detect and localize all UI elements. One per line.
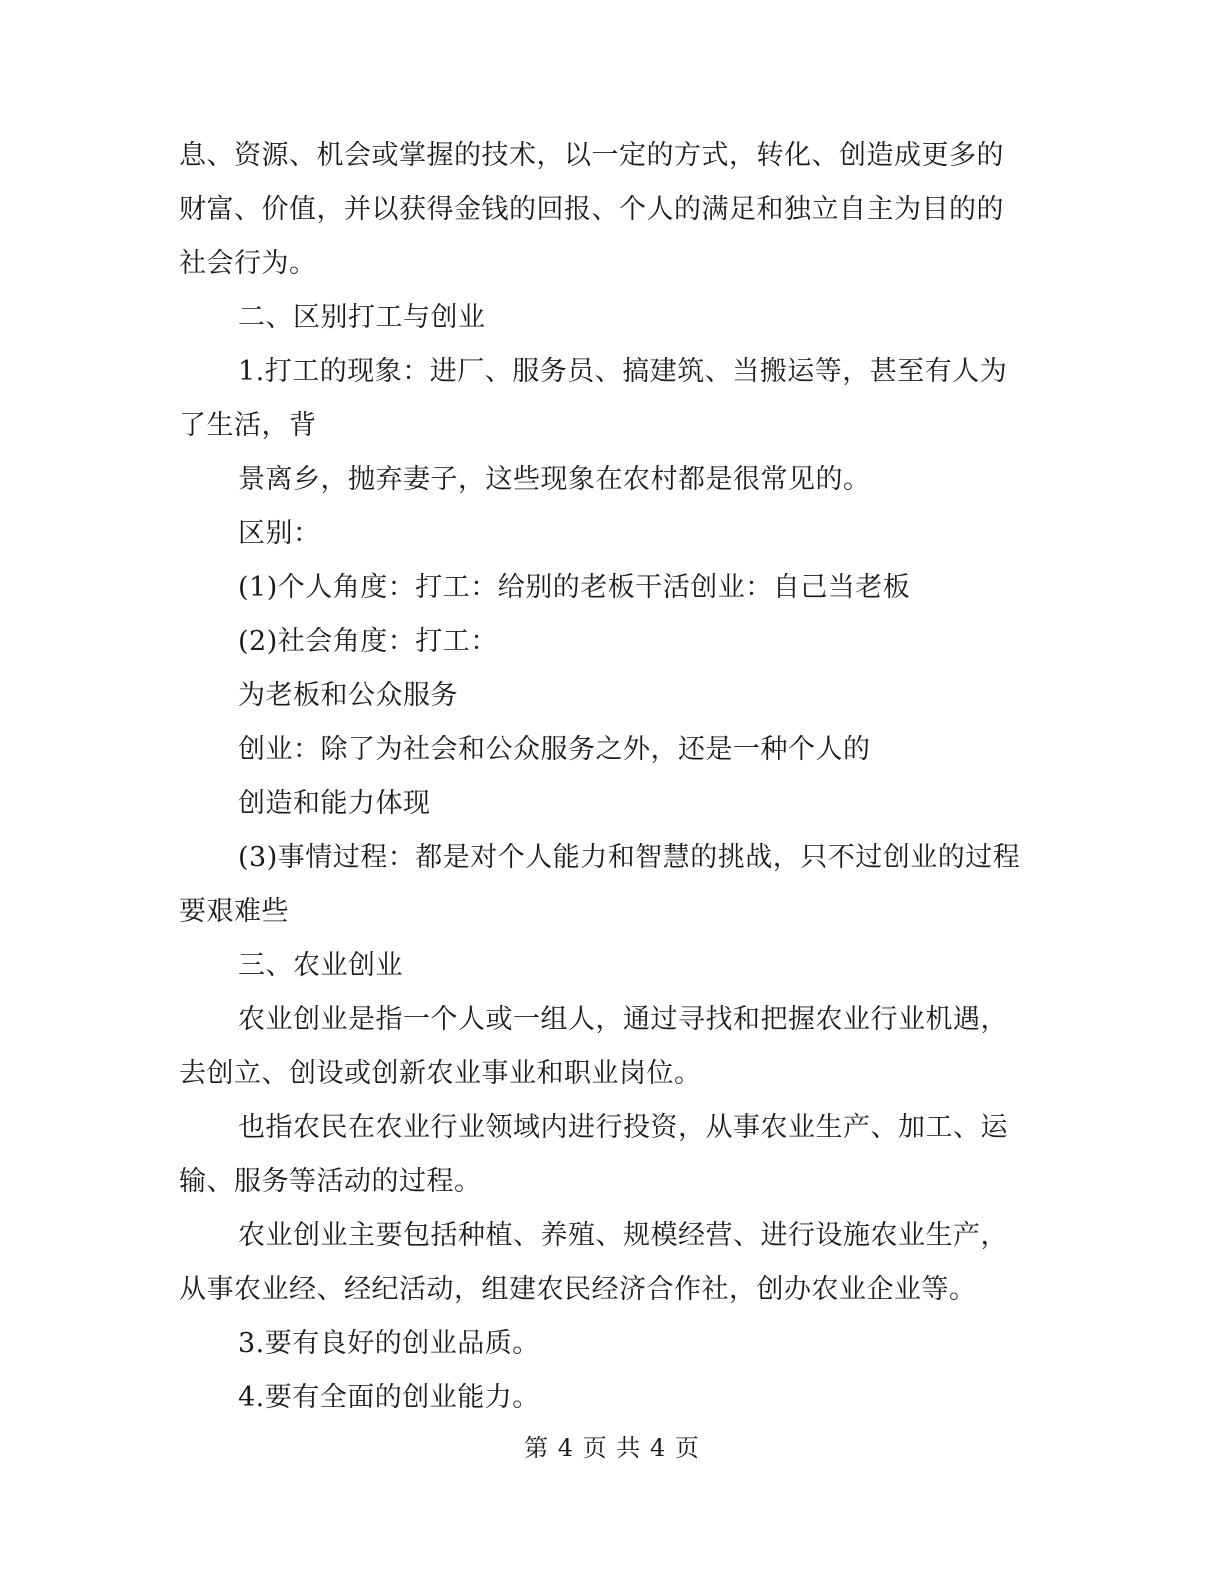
body-text-line: 区别： xyxy=(238,518,321,549)
body-text-line: (1)个人角度：打工：给别的老板干活创业：自己当老板 xyxy=(238,572,911,603)
body-text-line: 社会行为。 xyxy=(179,248,317,279)
body-text-line: 创业：除了为社会和公众服务之外，还是一种个人的 xyxy=(238,734,871,765)
body-text-line: 从事农业经、经纪活动，组建农民经济合作社，创办农业企业等。 xyxy=(179,1274,977,1305)
body-text-line: 为老板和公众服务 xyxy=(238,680,458,711)
body-text-line: (2)社会角度：打工： xyxy=(238,626,498,657)
section-heading: 二、区别打工与创业 xyxy=(238,302,486,333)
page-number-footer: 第 4 页 共 4 页 xyxy=(524,1434,700,1462)
body-text-line: 息、资源、机会或掌握的技术，以一定的方式，转化、创造成更多的 xyxy=(179,140,1004,171)
body-text-line: 也指农民在农业行业领域内进行投资，从事农业生产、加工、运 xyxy=(238,1112,1008,1143)
body-text-line: 财富、价值，并以获得金钱的回报、个人的满足和独立自主为目的的 xyxy=(179,194,1004,225)
body-text-line: 1.打工的现象：进厂、服务员、搞建筑、当搬运等，甚至有人为 xyxy=(238,356,1008,387)
body-text-line: 3.要有良好的创业品质。 xyxy=(238,1328,540,1359)
body-text-line: 去创立、创设或创新农业事业和职业岗位。 xyxy=(179,1058,702,1089)
body-text-line: 要艰难些 xyxy=(179,896,289,927)
body-text-line: 4.要有全面的创业能力。 xyxy=(238,1382,540,1413)
body-text-line: 输、服务等活动的过程。 xyxy=(179,1166,482,1197)
body-text-line: 景离乡，抛弃妻子，这些现象在农村都是很常见的。 xyxy=(238,464,871,495)
section-heading: 三、农业创业 xyxy=(238,950,403,981)
body-text-line: 农业创业主要包括种植、养殖、规模经营、进行设施农业生产， xyxy=(238,1220,1008,1251)
body-text-line: (3)事情过程：都是对个人能力和智慧的挑战，只不过创业的过程 xyxy=(238,842,1021,873)
body-text-line: 创造和能力体现 xyxy=(238,788,431,819)
body-text-line: 农业创业是指一个人或一组人，通过寻找和把握农业行业机遇， xyxy=(238,1004,1008,1035)
body-text-line: 了生活，背 xyxy=(179,410,317,441)
